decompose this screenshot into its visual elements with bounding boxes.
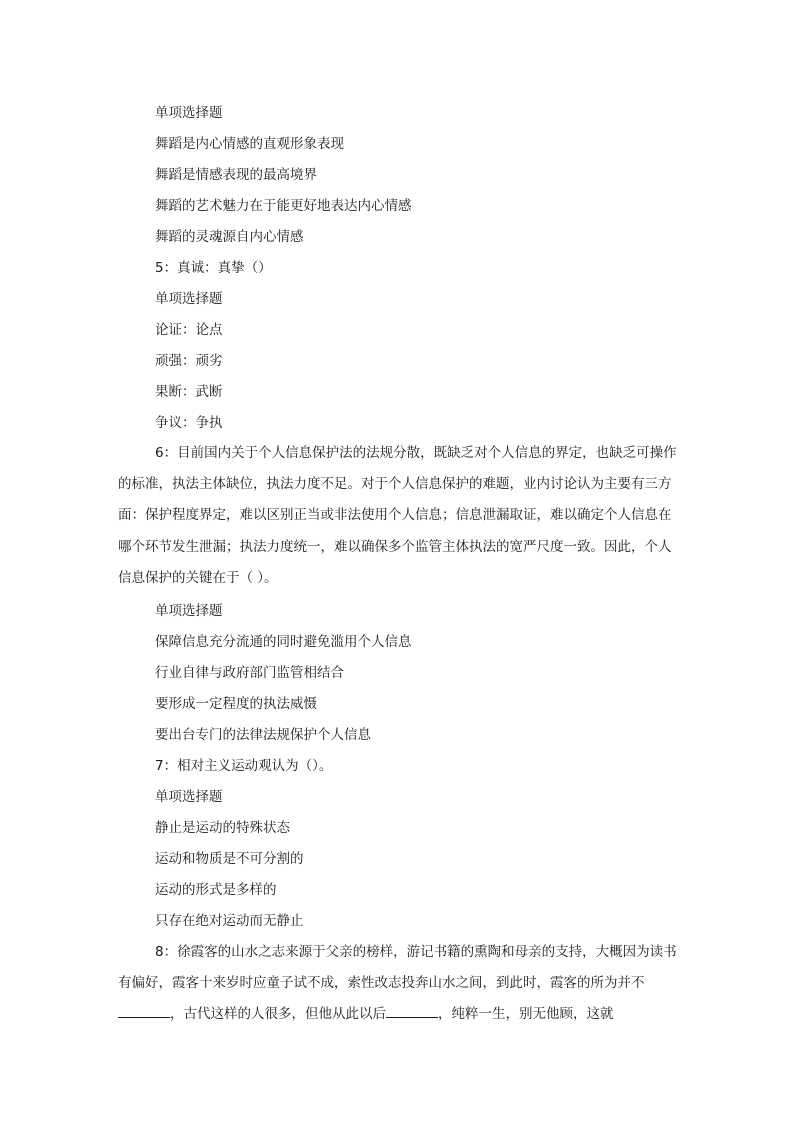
q6-option-d: 要出台专门的法律法规保护个人信息 bbox=[155, 727, 371, 743]
q7-option-c: 运动的形式是多样的 bbox=[155, 882, 277, 898]
q6-option-a: 保障信息充分流通的同时避免滥用个人信息 bbox=[155, 634, 412, 650]
q5-option-b: 顽强：顽劣 bbox=[155, 353, 223, 369]
q6-option-c: 要形成一定程度的执法威慑 bbox=[155, 696, 317, 712]
q4-option-a: 舞蹈是内心情感的直观形象表现 bbox=[155, 136, 344, 152]
q5-option-c: 果断：武断 bbox=[155, 384, 223, 400]
q4-type: 单项选择题 bbox=[155, 105, 223, 121]
q7-option-d: 只存在绝对运动而无静止 bbox=[155, 913, 304, 929]
q8-stem-part1: 8：徐霞客的山水之志来源于父亲的榜样，游记书籍的熏陶和母亲的支持，大概因为读书有偏好，霞客十来岁时应童子试不成，索性改志投奔山水之间，到此时，霞客的所为并不 bbox=[118, 944, 677, 992]
q4-option-d: 舞蹈的灵魂源自内心情感 bbox=[155, 229, 304, 245]
q5-type: 单项选择题 bbox=[155, 291, 223, 307]
q8-stem-part3: ，纯粹一生，别无他顾，这就 bbox=[438, 1006, 614, 1023]
q8-stem-part2: ，古代这样的人很多，但他从此以后 bbox=[170, 1006, 386, 1023]
q7-type: 单项选择题 bbox=[155, 789, 223, 805]
q8-blank-1 bbox=[118, 1005, 170, 1018]
q7-option-a: 静止是运动的特殊状态 bbox=[155, 820, 290, 836]
q5-stem: 5：真诚：真挚（） bbox=[155, 260, 272, 276]
q7-stem: 7：相对主义运动观认为（）。 bbox=[155, 758, 333, 774]
q8-stem bbox=[118, 937, 678, 1031]
q6-type: 单项选择题 bbox=[155, 603, 223, 619]
q8-blank-2 bbox=[386, 1005, 438, 1018]
q7-option-b: 运动和物质是不可分割的 bbox=[155, 851, 304, 867]
q4-option-c: 舞蹈的艺术魅力在于能更好地表达内心情感 bbox=[155, 198, 412, 214]
q4-option-b: 舞蹈是情感表现的最高境界 bbox=[155, 167, 317, 183]
q5-option-a: 论证：论点 bbox=[155, 322, 223, 338]
q6-stem: 6：目前国内关于个人信息保护法的法规分散，既缺乏对个人信息的界定，也缺乏可操作的标准，执法主体缺位，执法力度不足。对于个人信息保护的难题，业内讨论认为主要有三方面：保护程度界定，难以区别正当或非法使用个人信息；信息泄漏取证，难以确定个人信息在哪个环节发生泄漏；执法力度统一，难以确保多个监管主体执法的宽严尺度一致。因此，个人信息保护的关键在于（ ）。 bbox=[118, 445, 677, 586]
q6-option-b: 行业自律与政府部门监管相结合 bbox=[155, 665, 344, 681]
q5-option-d: 争议：争执 bbox=[155, 415, 223, 431]
